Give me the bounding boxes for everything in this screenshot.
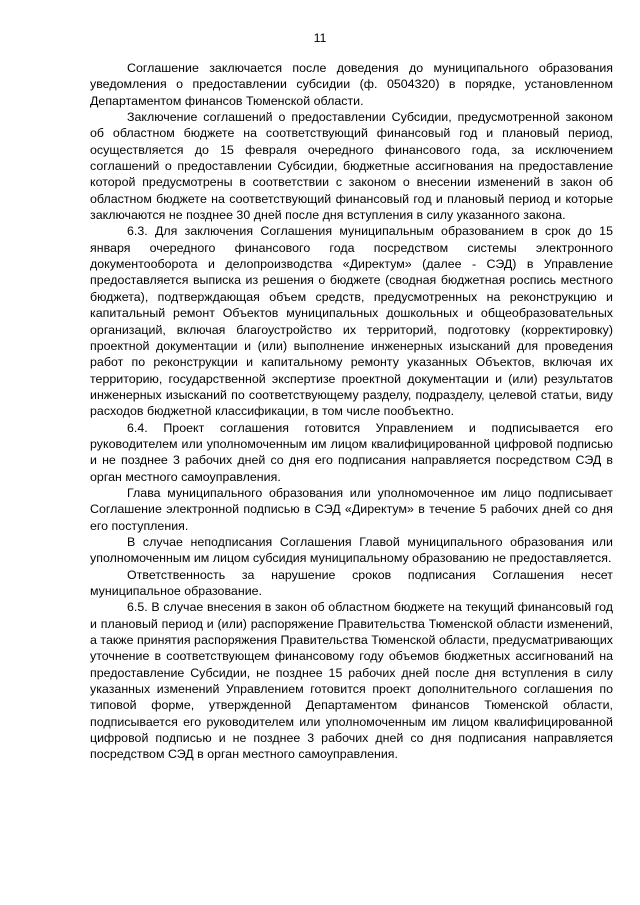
paragraph-6-4: 6.4. Проект соглашения готовится Управлением и подписывается его руководителем или уполномоченным им лицом квалифицированной цифровой подписью и не позднее 3 рабочих дней со дня его подписания направляется посредством СЭД в орган местного самоуправления.	[90, 420, 613, 484]
document-body	[90, 60, 613, 763]
paragraph-6-5: 6.5. В случае внесения в закон об областном бюджете на текущий финансовый год и плановый период и (или) распоряжение Правительства Тюменской области изменений, а также принятия распоряжения Правительства Тюменской области, предусматривающих уточнение в соответствующем финансовому году объемов бюджетных ассигнований на предоставление Субсидии, не позднее 15 рабочих дней после дня вступления в силу указанных изменений Управлением готовится проект дополнительного соглашения по типовой форме, утвержденной Департаментом финансов Тюменской области, подписывается его руководителем или уполномоченным им лицом квалифицированной цифровой подписью и не позднее 3 рабочих дней со дня подписания направляется посредством СЭД в орган местного самоуправления.	[90, 600, 613, 762]
paragraph-head-signs: Глава муниципального образования или уполномоченное им лицо подписывает Соглашение электронной подписью в СЭД «Директум» в течение 5 рабочих дней со дня его поступления.	[90, 485, 613, 533]
page-number: 11	[313, 31, 327, 45]
paragraph-agreement-concluded: Соглашение заключается после доведения до муниципального образования уведомления о предоставлении субсидии (ф. 0504320) в порядке, установленном Департаментом финансов Тюменской области.	[90, 61, 613, 108]
paragraph-non-signing: В случае неподписания Соглашения Главой муниципального образования или уполномоченным им лицом субсидия муниципальному образованию не предоставляется.	[90, 534, 613, 566]
paragraph-responsibility: Ответственность за нарушение сроков подписания Соглашения несет муниципальное образование.	[90, 567, 613, 598]
paragraph-6-3: 6.3. Для заключения Соглашения муниципальным образованием в срок до 15 января очередного финансового года посредством системы электронного документооборота и делопроизводства «Директум» (далее - СЭД) в Управление предоставляется выписка из решения о бюджете (сводная бюджетная роспись местного бюджета), подтверждающая объем средств, предусмотренных на реконструкцию и капитальный ремонт Объектов муниципальных дошкольных и общеобразовательных организаций, включая благоустройство их территорий, подготовку (корректировку) проектной документации и (или) выполнение инженерных изысканий для проведения работ по реконструкции и капитальному ремонту указанных Объектов, включая их территорию, государственной экспертизе проектной документации и (или) результатов инженерных изысканий по соответствующему разделу, подразделу, целевой статьи, виду расходов бюджетной классификации, в том числе пообъектно.	[90, 224, 613, 419]
paragraph-agreement-deadline: Заключение соглашений о предоставлении Субсидии, предусмотренной законом об областном бюджете на соответствующий финансовый год и плановый период, осуществляется до 15 февраля очередного финансового года, за исключением соглашений о предоставлении Субсидии, бюджетные ассигнования на предоставление которой предусмотрены в соответствии с законом о внесении изменений в закон об областном бюджете на соответствующий финансовый год и плановый период и которые заключаются не позднее 30 дней после дня вступления в силу указанного закона.	[90, 110, 613, 223]
